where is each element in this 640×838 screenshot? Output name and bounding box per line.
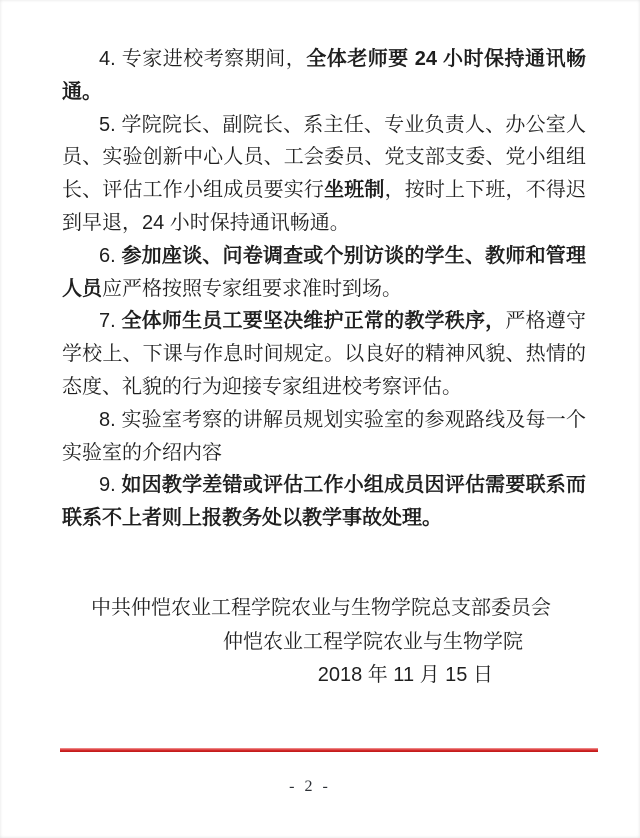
paragraph [62,404,586,470]
paragraph [62,240,586,306]
text-segment: 7. [99,310,122,333]
footer-red-line [60,748,598,752]
bold-text-segment: 坐班制 [324,179,385,202]
bold-text-segment: 全体师生员工要坚决维护正常的教学秩序， [121,310,506,333]
paragraph [62,109,586,240]
paragraph [62,305,586,403]
bold-text-segment: 如因教学差错或评估工作小组成员因评估需要联系而联系不上者则上报教务处以教学事故处理。 [62,474,586,530]
paragraph [62,43,586,109]
page-number: - 2 - [289,778,331,795]
text-segment: 9. [99,474,122,497]
text-segment: 严格遵守学校上、下课与作息时间规定。以良好的精神风貌、热情的态度、礼貌的行为迎接专家组进校考察评估。 [62,310,587,398]
signature-block [0,592,640,693]
body-paragraphs [62,43,586,535]
text-segment: ，按时上下班，不得迟到早退，24 小时保持通讯畅通。 [62,179,587,234]
signature-line: 2018 年 11 月 15 日 [317,664,493,687]
bold-text-segment: 全体老师要 24 小时保持通讯畅通。 [62,48,587,103]
paragraph [62,469,586,535]
text-segment: 6. [99,244,122,267]
text-segment: 8. 实验室考察的讲解员规划实验室的参观路线及每一个实验室的介绍内容 [62,408,586,464]
signature-line: 中共仲恺农业工程学院农业与生物学院总支部委员会 [91,597,551,619]
text-segment: 5. 学院院长、副院长、系主任、专业负责人、办公室人员、实验创新中心人员、工会委员、党支部支委、党小组组长、评估工作小组成员要实行 [62,113,586,202]
text-segment: 应严格按照专家组要求准时到场。 [102,277,402,300]
signature-line: 仲恺农业工程学院农业与生物学院 [223,630,523,653]
bold-text-segment: 参加座谈、问卷调查或个别访谈的学生、教师和管理人员 [62,244,586,300]
text-segment: 4. 专家进校考察期间， [99,48,307,70]
